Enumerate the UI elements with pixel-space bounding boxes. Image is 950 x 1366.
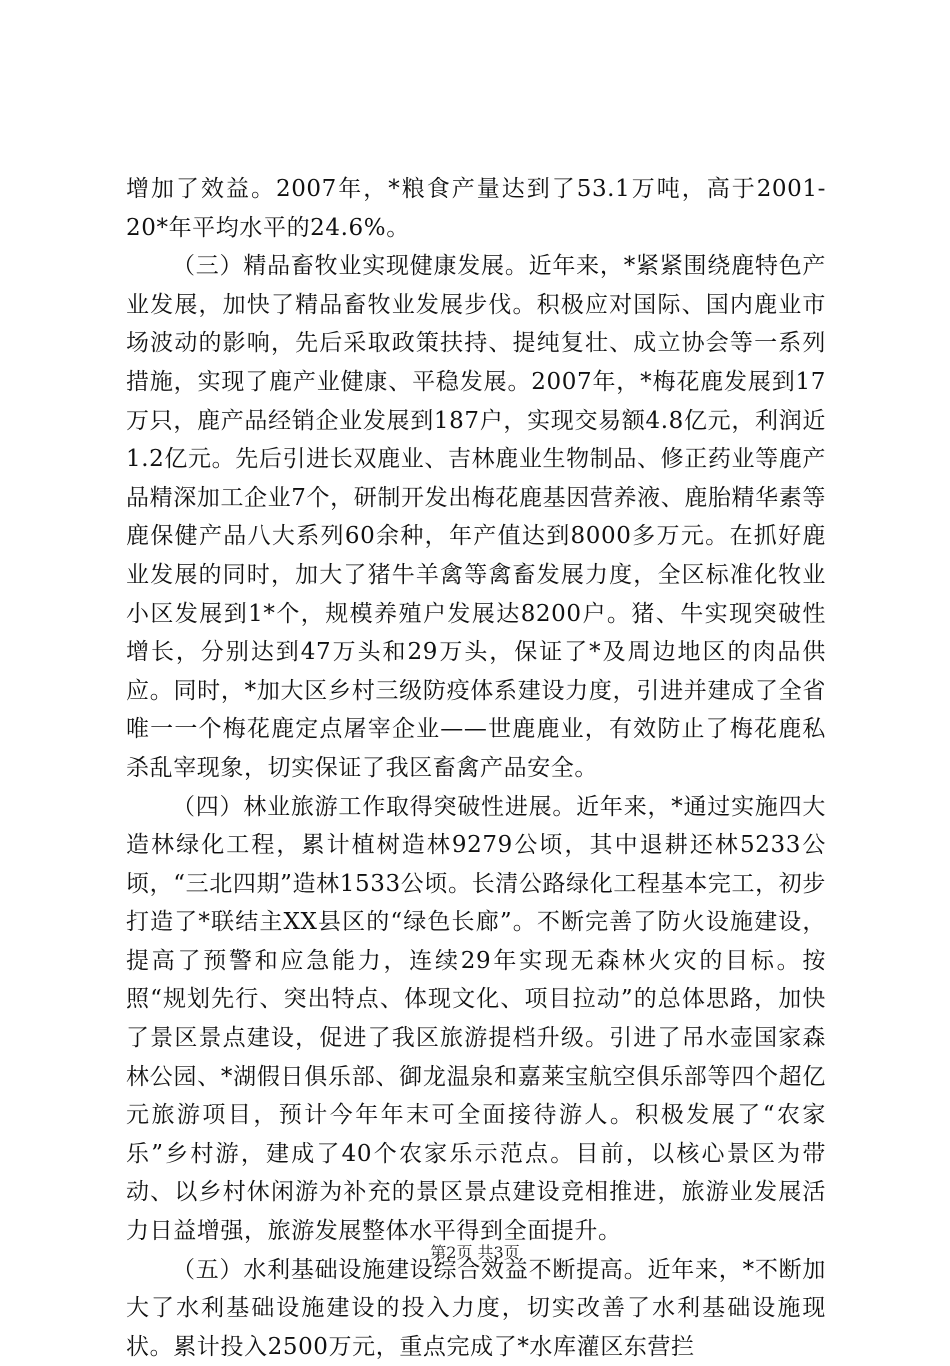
page-footer: 第2页 共3页 [430, 1243, 520, 1262]
paragraph-water-conservancy: （五）水利基础设施建设综合效益不断提高。近年来，*不断加大了水利基础设施建设的投入力度，切实改善了水利基础设施现状。累计投入2500万元，重点完成了*水库灌区东营拦 [126, 1256, 826, 1360]
paragraph-livestock: （三）精品畜牧业实现健康发展。近年来，*紧紧围绕鹿特色产业发展，加快了精品畜牧业发展步伐。积极应对国际、国内鹿业市场波动的影响，先后采取政策扶持、提纯复壮、成立协会等一系列措施，实现了鹿产业健康、平稳发展。2007年，*梅花鹿发展到17万只，鹿产品经销企业发展到187户，实现交易额4.8亿元，利润近1.2亿元。先后引进长双鹿业、吉林鹿业生物制品、修正药业等鹿产品精深加工企业7个，研制开发出梅花鹿基因营养液、鹿胎精华素等鹿保健产品八大系列60余种，年产值达到8000多万元。在抓好鹿业发展的同时，加大了猪牛羊禽等禽畜发展力度，全区标准化牧业小区发展到1*个，规模养殖户发展达8200户。猪、牛实现突破性增长，分别达到47万头和29万头，保证了*及周边地区的肉品供应。同时，*加大区乡村三级防疫体系建设力度，引进并建成了全省唯一一个梅花鹿定点屠宰企业——世鹿鹿业，有效防止了梅花鹿私杀乱宰现象，切实保证了我区畜禽产品安全。 [126, 253, 826, 781]
paragraph-forestry-tourism: （四）林业旅游工作取得突破性进展。近年来，*通过实施四大造林绿化工程，累计植树造林9279公顷，其中退耕还林5233公顷，“三北四期”造林1533公顷。长清公路绿化工程基本完工，初步打造了*联结主XX县区的“绿色长廊”。不断完善了防火设施建设，提高了预警和应急能力，连续29年实现无森林火灾的目标。按照“规划先行、突出特点、体现文化、项目拉动”的总体思路，加快了景区景点建设，促进了我区旅游提档升级。引进了吊水壶国家森林公园、*湖假日俱乐部、御龙温泉和嘉莱宝航空俱乐部等四个超亿元旅游项目，预计今年年末可全面接待游人。积极发展了“农家乐”乡村游，建成了40个农家乐示范点。目前，以核心景区为带动、以乡村休闲游为补充的景区景点建设竞相推进，旅游业发展活力日益增强，旅游发展整体水平得到全面提升。 [126, 793, 826, 1245]
paragraph-continuation: 增加了效益。2007年，*粮食产量达到了53.1万吨，高于2001-20*年平均水平的24.6%。 [126, 176, 826, 241]
document-body [126, 170, 826, 1366]
